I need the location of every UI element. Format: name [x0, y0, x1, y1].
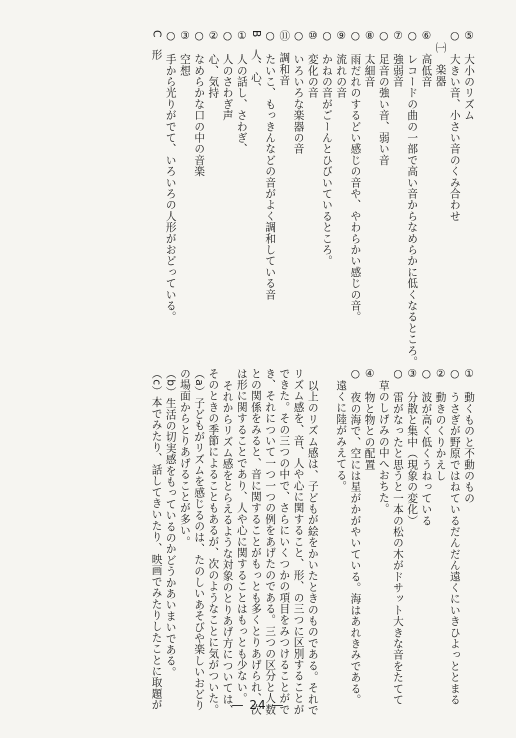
lower-text-line: ○ 夜の海で、空には星がかがやいている。海はあれきみである。	[349, 368, 362, 706]
lower-text-line: ○ 波が高く低くうねっている	[420, 368, 433, 527]
upper-text-line: ○ レコードの曲の一部で高い音からなめらかに低くなるところ。	[406, 30, 419, 368]
upper-text-line: ③ 空想	[178, 30, 191, 77]
lower-text-line: ③ 分散と集中（現象の変化）	[406, 368, 419, 527]
lower-text-line: （a）子どもがリズムを感じるのは、たのしいあそびや楽しいおどり	[193, 368, 206, 712]
lower-text-line: き、それについて一つ一つの例をあげたのである。三つの区分と人数	[264, 368, 277, 716]
page-number: — 24 —	[231, 698, 285, 712]
upper-text-line: ○ たいこ、もっきんなどの音がよく調和している音	[264, 30, 277, 301]
upper-text-line: ○ 人のさわぎ声	[221, 30, 234, 121]
upper-text-line: ○ かねの音がごーんとひびいているところ。	[320, 30, 333, 267]
lower-text-line: （b）生活の切実感をもっているのかどうかあいまいである。	[164, 368, 177, 678]
upper-text-line: ○ 雨だれのするどい感じの音や、やわらかい感じの音。	[349, 30, 362, 323]
upper-text-line: ㈠ 楽器	[434, 41, 447, 87]
lower-text-line: 草のしげみの中へおちた。	[377, 379, 390, 515]
upper-text-line: ① 人の話し、さわぎ、	[235, 30, 248, 155]
upper-text-line: ⑥ 高低音	[420, 30, 433, 88]
upper-text-line: ⑦ 強弱音	[391, 30, 404, 88]
upper-text-line: ② 心、気持	[207, 30, 220, 99]
upper-text-line: ○ 手から光りがでて、いろいろの人形がおどっている。	[164, 30, 177, 323]
upper-text-line: ○ なめらかな口の中の音楽	[193, 30, 206, 177]
upper-text-line: ⑨ 流れの音	[335, 30, 348, 99]
lower-text-line	[320, 368, 334, 688]
lower-text-line: ② 動きのくりかえし	[434, 368, 447, 482]
lower-text-line: 遠くに陸がみえてる。	[335, 379, 348, 492]
lower-text-line: そのときの季節によることもあるが、次のようなことに気がついた。	[207, 368, 220, 716]
upper-text-block	[149, 30, 476, 368]
upper-text-line: ⑧ 太細音	[363, 30, 376, 88]
lower-text-line: との関係をみると、音に関することがもっとも多くとりあげられ、次	[249, 368, 262, 716]
upper-text-line: ○ 足音の強い音、弱い音	[377, 30, 390, 166]
lower-text-line: （c）本でみたり、話してきいたり、映画でみたりしたことに取題が	[150, 368, 163, 711]
upper-text-line: ⑤ 大小のリズム	[463, 30, 475, 121]
lower-text-line: 以上のリズム感は、子どもが絵をかいたときのものである。それで	[306, 379, 319, 716]
lower-text-line: それからリズム感をとらえるような対象のとりあげ方については、	[221, 379, 234, 716]
upper-text-line: C 形	[150, 30, 163, 61]
lower-text-line: リズム感を、音、人や心に関すること、形、の三つに区別することが	[292, 368, 305, 716]
lower-text-line: の場面からとりあげることが多い。	[178, 368, 191, 548]
upper-text-line: ○ 大きい音、小さい音のくみ合わせ	[448, 30, 461, 222]
upper-text-line: B 人、心、	[249, 30, 262, 94]
lower-text-line: ○ 雷がなったと思うと一本の松の木がドサット大きな音をたてて	[391, 368, 404, 706]
lower-text-line: ④ 物と物との配置	[363, 368, 376, 471]
upper-text-line: ○ いろいろな楽器の音	[292, 30, 305, 155]
upper-text-line: ⑩ 変化の音	[306, 30, 319, 99]
lower-text-line: ○ うさぎが野原ではねているだんだん遠くにいきひよっととまる	[448, 368, 461, 706]
lower-text-line: できた。その三つの中で、さらにいくつかの項目をみつけることがで	[278, 368, 291, 716]
lower-text-line: は形に関することであり、人や心に関することはもっとも少ない。	[235, 368, 248, 704]
upper-text-line: ⑪ 調和音	[278, 30, 291, 86]
lower-text-line: ① 動くものと不動のもの	[463, 368, 475, 504]
